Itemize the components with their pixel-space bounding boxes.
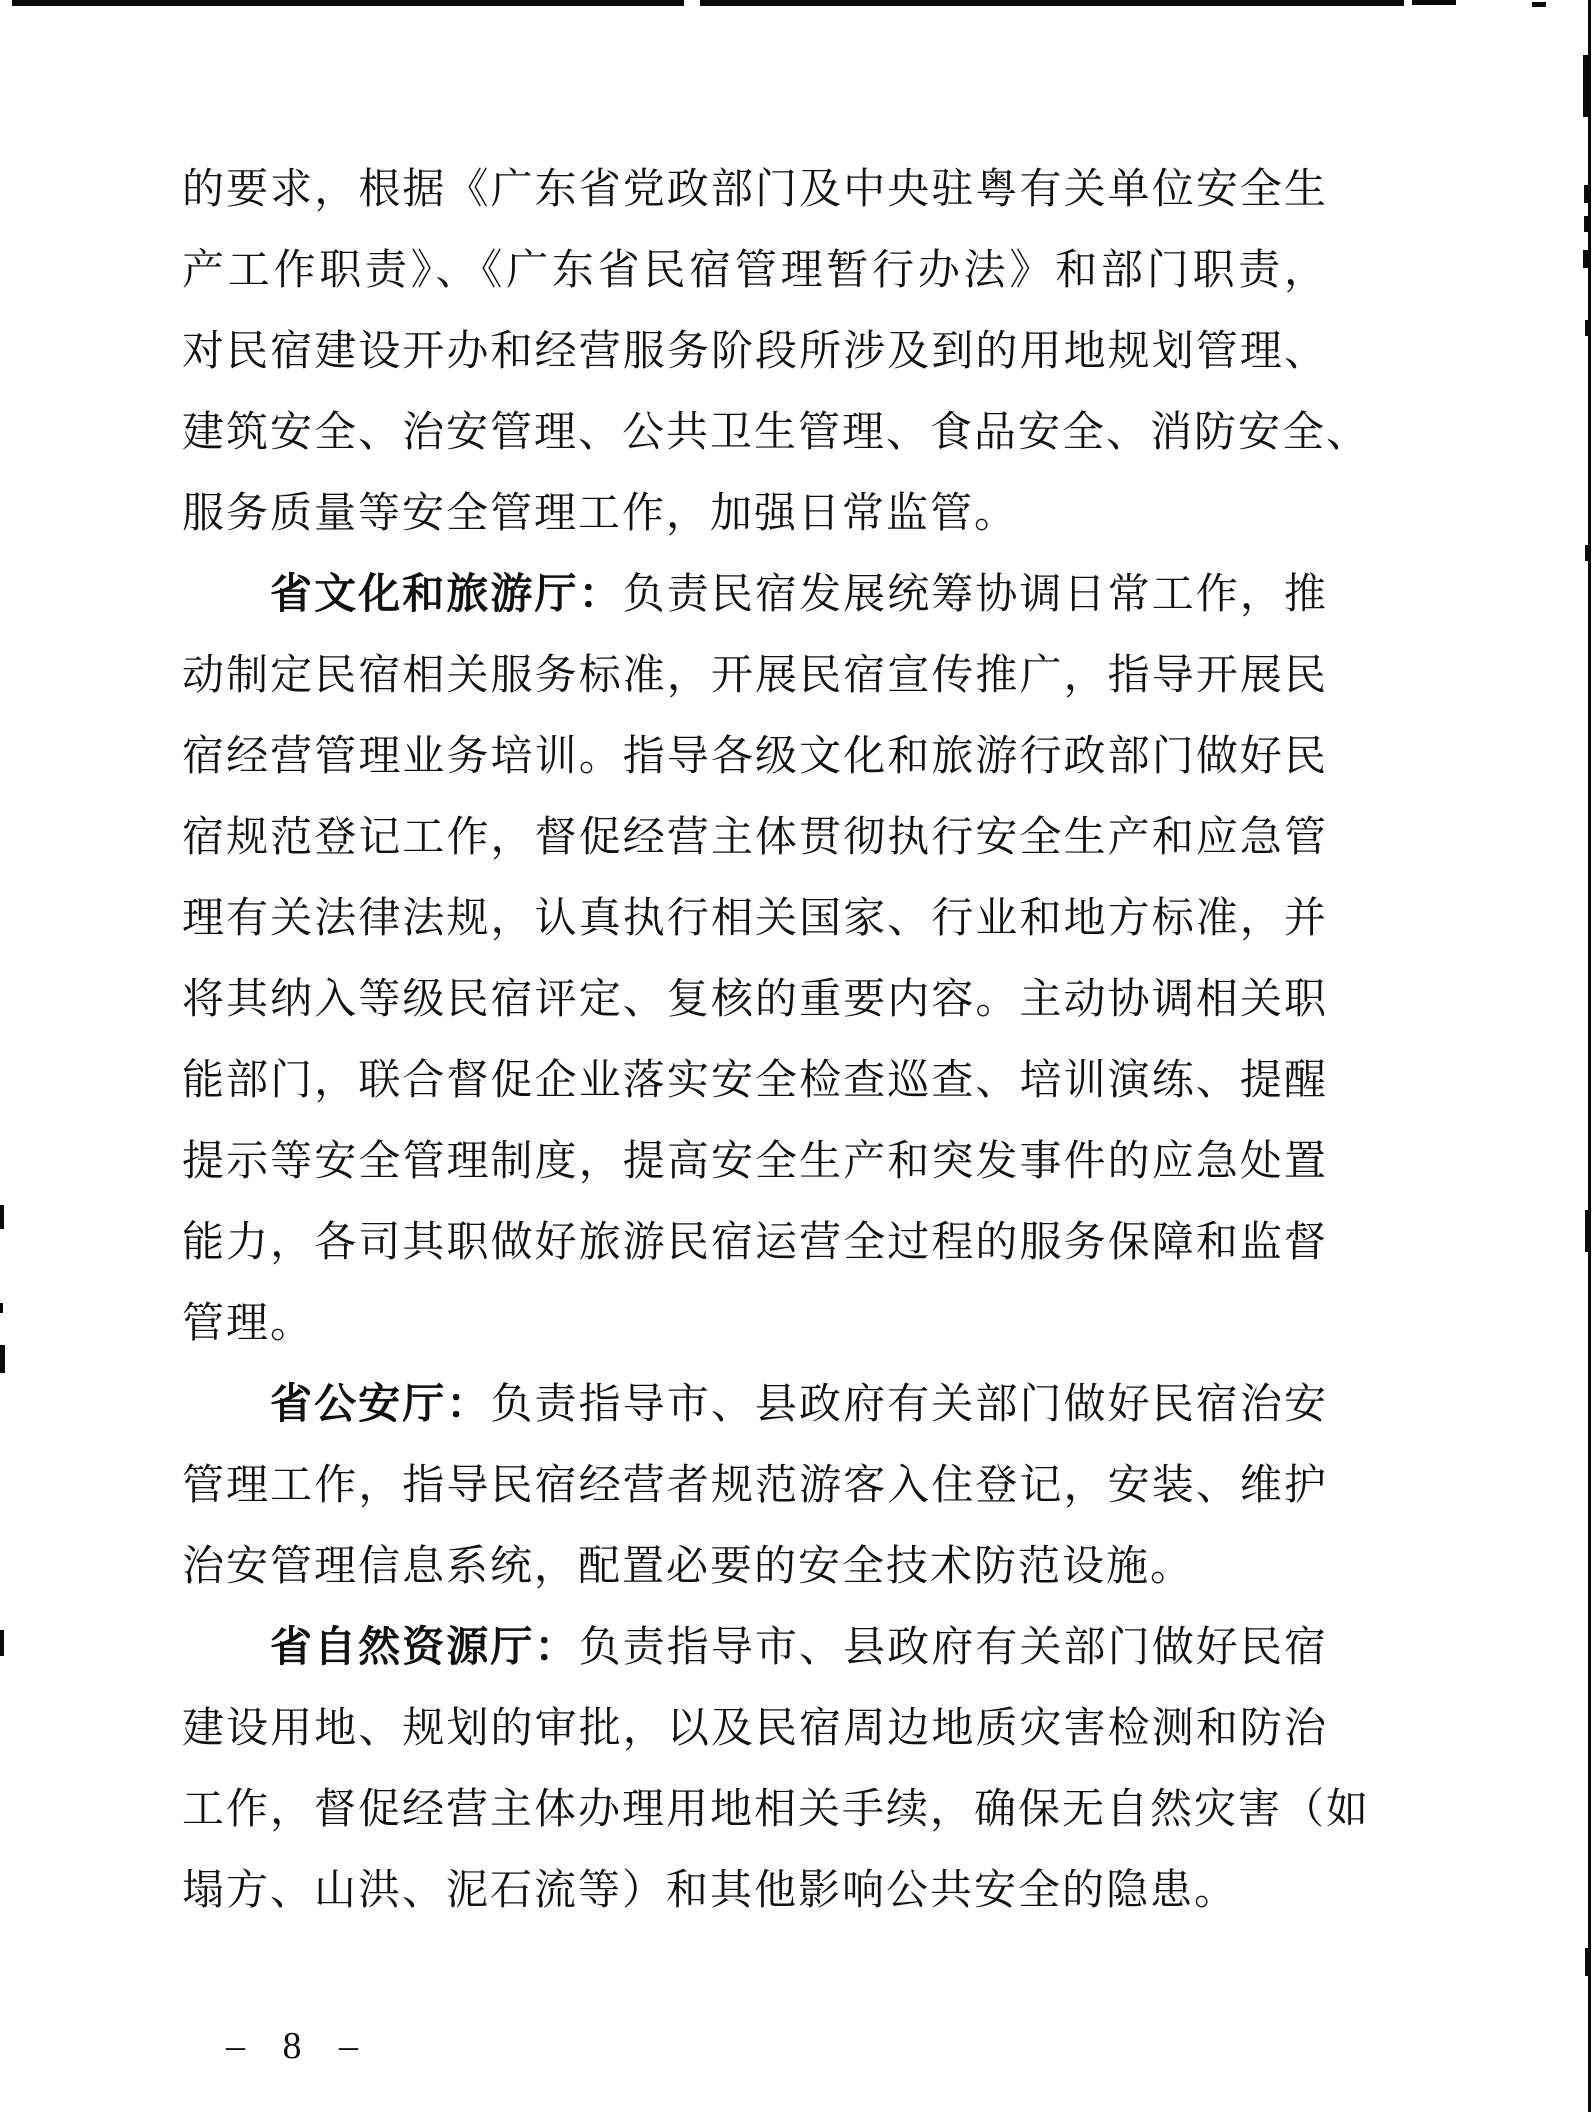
- text-line: 治安管理信息系统，配置必要的安全技术防范设施。: [182, 1544, 1195, 1590]
- scan-artifact-top-strip: [700, 0, 1404, 6]
- text-line: 管理。: [182, 1301, 315, 1347]
- text-line: [182, 1365, 1328, 1446]
- scan-artifact-right-mark: [1583, 55, 1591, 117]
- text-line: [182, 1608, 1328, 1689]
- page-number: – 8 –: [226, 2025, 372, 2067]
- scan-artifact-right-mark: [1585, 1210, 1591, 1252]
- text-run: 负责民宿发展统筹协调日常工作，推: [622, 572, 1328, 618]
- scan-artifact-right-mark: [1583, 250, 1591, 268]
- scan-artifact-left-mark: [0, 1205, 4, 1229]
- text-line: 管理工作，指导民宿经营者规范游客入住登记，安装、维护: [182, 1463, 1328, 1509]
- text-line: 产工作职责》、《广东省民宿管理暂行办法》和部门职责，: [182, 248, 1328, 294]
- text-line: 提示等安全管理制度，提高安全生产和突发事件的应急处置: [182, 1139, 1328, 1185]
- scan-artifact-right-mark: [1585, 1948, 1590, 1976]
- text-line: 宿规范登记工作，督促经营主体贯彻执行安全生产和应急管: [182, 815, 1328, 861]
- text-line: 建设用地、规划的审批，以及民宿周边地质灾害检测和防治: [182, 1706, 1328, 1752]
- text-run: 负责指导市、县政府有关部门做好民宿治安: [490, 1382, 1328, 1428]
- scan-artifact-left-mark: [0, 1345, 5, 1373]
- text-line: 宿经营管理业务培训。指导各级文化和旅游行政部门做好民: [182, 734, 1328, 780]
- text-run: 负责指导市、县政府有关部门做好民宿: [578, 1625, 1328, 1671]
- text-line: 动制定民宿相关服务标准，开展民宿宣传推广，指导开展民: [182, 653, 1328, 699]
- scan-artifact-left-mark: [0, 1303, 3, 1313]
- text-line: 对民宿建设开办和经营服务阶段所涉及到的用地规划管理、: [182, 329, 1328, 375]
- text-line: 工作，督促经营主体办理用地相关手续，确保无自然灾害（如: [182, 1787, 1371, 1833]
- section-heading-natural-resources: 省自然资源厅：: [270, 1625, 579, 1671]
- text-line: 将其纳入等级民宿评定、复核的重要内容。主动协调相关职: [182, 977, 1328, 1023]
- scan-artifact-left-mark: [0, 1630, 4, 1656]
- text-line: 能力，各司其职做好旅游民宿运营全过程的服务保障和监督: [182, 1220, 1328, 1266]
- scan-artifact-right-mark: [1585, 320, 1590, 336]
- section-heading-public-security: 省公安厅：: [270, 1382, 491, 1428]
- scan-artifact-top-strip: [1412, 0, 1456, 5]
- text-line: [182, 555, 1328, 636]
- text-line: 建筑安全、治安管理、公共卫生管理、食品安全、消防安全、: [182, 410, 1371, 456]
- scan-artifact-top-dot: [1532, 2, 1546, 7]
- scan-artifact-right-mark: [1584, 216, 1591, 232]
- text-line: 理有关法律法规，认真执行相关国家、行业和地方标准，并: [182, 896, 1328, 942]
- body-text: [182, 150, 1371, 1932]
- text-line: 能部门，联合督促企业落实安全检查巡查、培训演练、提醒: [182, 1058, 1328, 1104]
- scan-artifact-top-strip: [12, 0, 684, 6]
- scan-artifact-right-edge: [1588, 0, 1591, 2112]
- text-line: 的要求，根据《广东省党政部门及中央驻粤有关单位安全生: [182, 167, 1328, 213]
- scan-artifact-right-mark: [1584, 185, 1591, 203]
- section-heading-culture-tourism: 省文化和旅游厅：: [270, 572, 623, 618]
- scan-artifact-right-mark: [1585, 545, 1590, 561]
- text-line: 服务质量等安全管理工作，加强日常监管。: [182, 491, 1019, 537]
- text-line: 塌方、山洪、泥石流等）和其他影响公共安全的隐患。: [182, 1868, 1239, 1914]
